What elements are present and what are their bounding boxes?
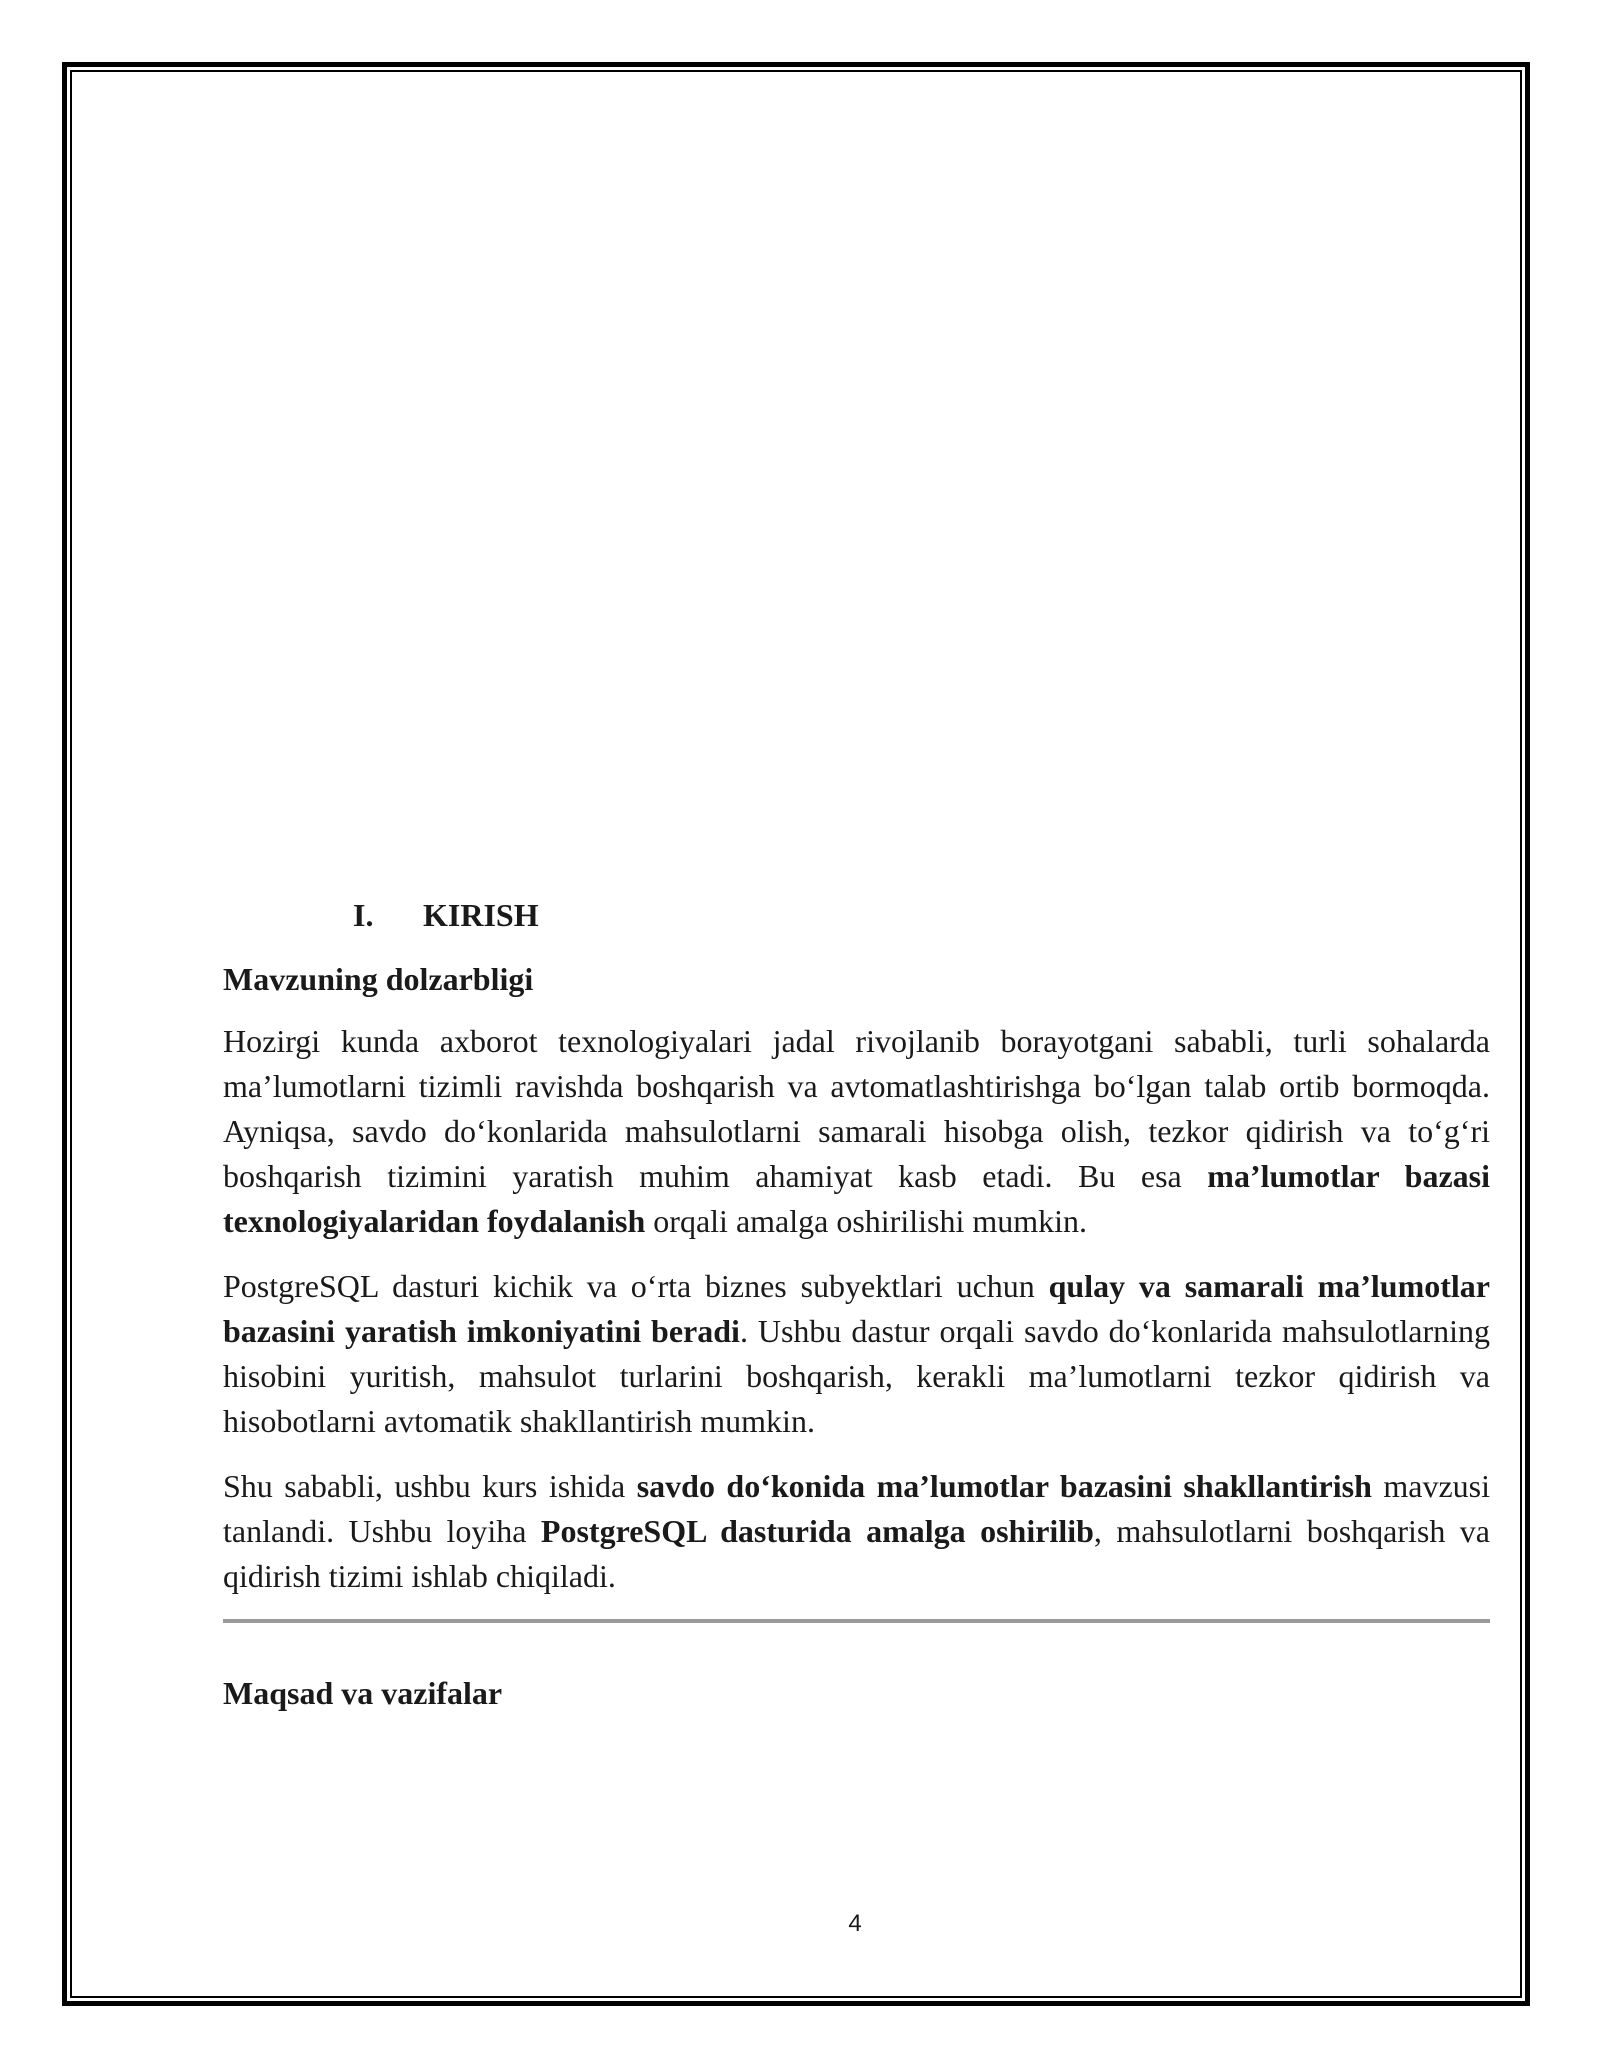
paragraph-3-bold-a: savdo do‘konida ma’lumotlar bazasini shakllantirish [636,1468,1372,1504]
horizontal-divider [223,1619,1490,1623]
paragraph-3 [223,1464,1490,1599]
paragraph-1-text-a: Hozirgi kunda axborot texnologiyalari jadal rivojlanib borayotgani sababli, turli sohalarda ma’lumotlarni tizimli ravishda boshqarish va avtomatlashtirishga bo‘lgan talab ortib bormoqda. Ayniqsa, savdo do‘konlarida mahsulotlarni samarali hisobga olish, tezkor qidirish va to‘g‘ri boshqarish tizimini yaratish muhim ahamiyat kasb etadi. Bu esa [223,1023,1490,1194]
section-title: KIRISH [423,897,539,933]
paragraph-2-text-b: . Ushbu dastur orqali savdo do‘konlarida mahsulotlarning hisobini yuritish, mahsulot turlarini boshqarish, kerakli ma’lumotlarni tezkor qidirish va hisobotlarni avtomatik shakllantirish mumkin. [223,1313,1491,1439]
page-number: 4 [848,1910,862,1937]
subheading-goals: Maqsad va vazifalar [223,1675,503,1711]
paragraph-2-bold-a: qulay va samarali ma’lumotlar bazasini yaratish imkoniyatini beradi [223,1268,1491,1349]
paragraph-3-text-a: Shu sababli, ushbu kurs ishida [223,1468,637,1504]
paragraph-3-text-c: , mahsulotlarni boshqarish va qidirish tizimi ishlab chiqiladi. [223,1513,1491,1594]
paragraph-1 [223,1019,1490,1244]
document-body [223,895,1490,1733]
paragraph-2-text-a: PostgreSQL dasturi kichik va o‘rta biznes subyektlari uchun [223,1268,1049,1304]
paragraph-2 [223,1264,1490,1444]
paragraph-1-text-b: orqali amalga oshirilishi mumkin. [645,1203,1088,1239]
paragraph-3-bold-b: PostgreSQL dasturida amalga oshirilib [540,1513,1094,1549]
section-heading [223,895,1490,935]
paragraph-3-text-b: mavzusi tanlandi. Ushbu loyiha [223,1468,1491,1549]
subheading-relevance: Mavzuning dolzarbligi [223,961,534,997]
paragraph-1-bold-a: ma’lumotlar bazasi texnologiyalaridan foydalanish [223,1158,1491,1239]
section-number: I. [353,897,374,933]
